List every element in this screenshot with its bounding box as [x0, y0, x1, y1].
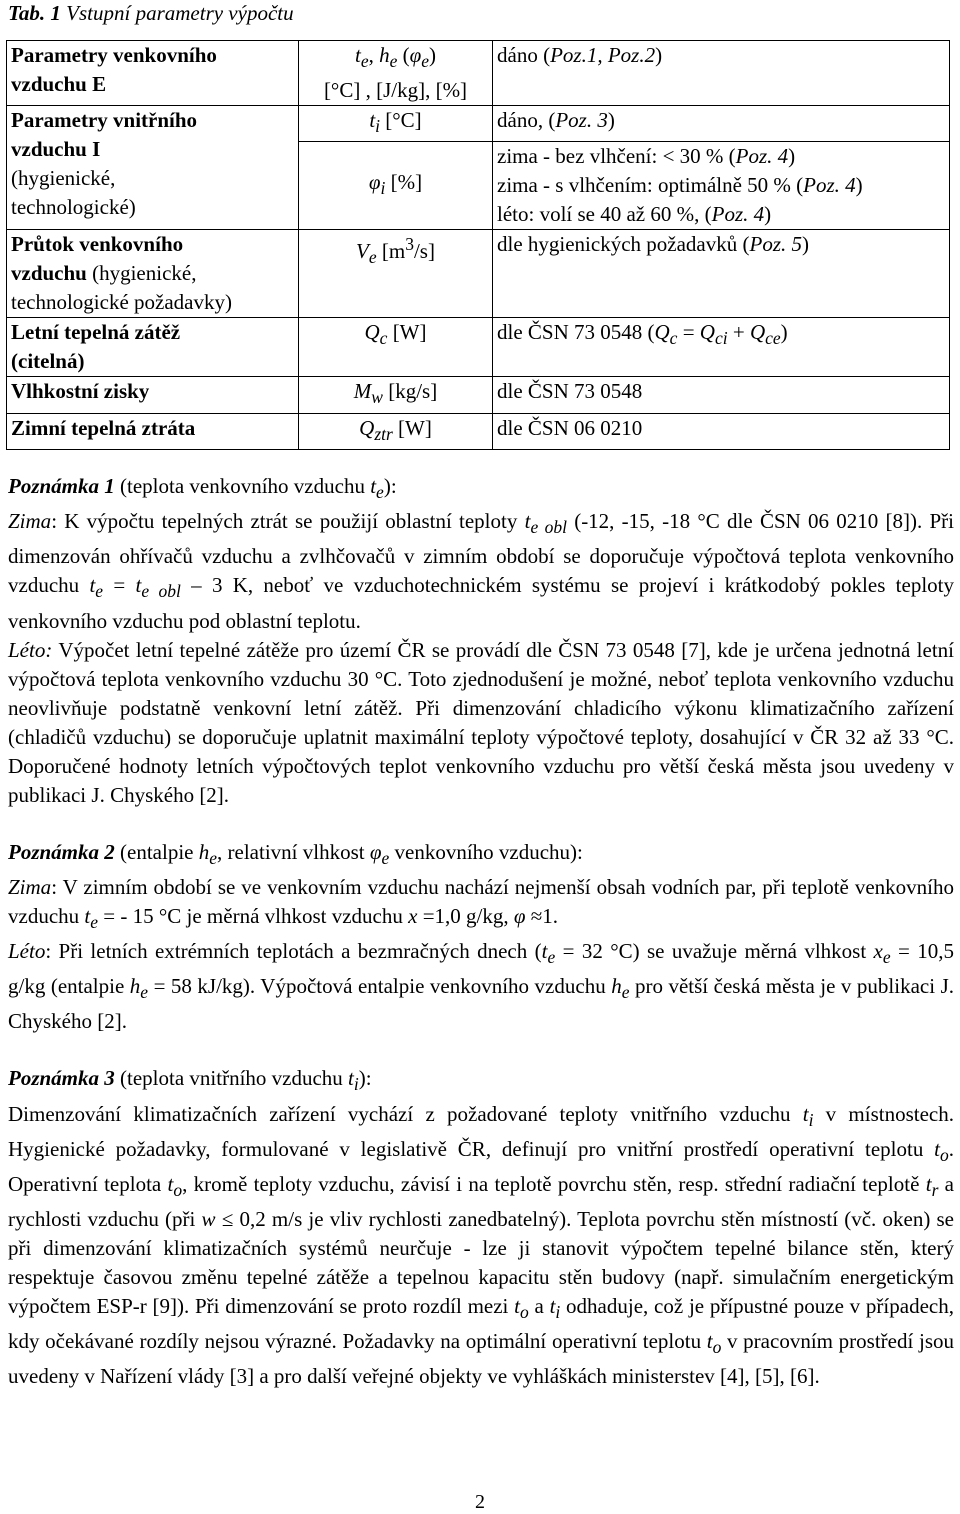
value-cell: dáno, (Poz. 3)	[493, 106, 950, 142]
note-heading: Poznámka 1 (teplota venkovního vzduchu $t_e$):	[8, 474, 397, 503]
param-cell: Zimní tepelná ztráta	[7, 413, 299, 449]
value-cell: dle ČSN 06 0210	[493, 413, 950, 449]
note-paragraph: Léto: Výpočet letní tepelné zátěže pro území ČR se provádí dle ČSN 73 0548 [7], kde je určena jednotná letní výpočtová teplota venkovního vzduchu 30 °C. Toto zjednodušení je možné, neboť teplota venkovního vzduchu neovlivňuje podstatně venkovní letní zátěž. Při dimenzování chladicího výkonu klimatizačního zařízení (chladičů vzduchu) se doporučuje uplatnit maximální teploty výpočtové teploty, dosahující v ČR 32 až 33 °C. Doporučené hodnoty letních výpočtových teplot venkovního vzduchu pro větší česká města jsou uvedeny v publikaci J. Chyského [2].	[8, 637, 954, 807]
notes-section	[8, 472, 954, 1391]
param-cell: Průtok venkovního vzduchu (hygienické, technologické požadavky)	[7, 230, 299, 318]
table-caption	[8, 0, 294, 26]
table-row	[7, 377, 950, 413]
symbol-cell: $Q_{ztr}$ [W]	[299, 413, 493, 449]
table-caption-label: Tab. 1	[8, 1, 61, 25]
symbol-cell: $M_w$ [kg/s]	[299, 377, 493, 413]
page-number: 2	[475, 1491, 485, 1513]
value-cell: dle hygienických požadavků (Poz. 5)	[493, 230, 950, 318]
value-cell: dle ČSN 73 0548	[493, 377, 950, 413]
table-row	[7, 106, 950, 142]
note-paragraph: Zima: V zimním období se ve venkovním vzduchu nachází nejmenší obsah vodních par, při teplotě venkovního vzduchu $t_e$ = - 15 °C je měrná vlhkost vzduchu x =1,0 g/kg, φ ≈1.	[8, 874, 954, 932]
table-caption-title: Vstupní parametry výpočtu	[60, 1, 294, 25]
note-paragraph: Dimenzování klimatizačních zařízení vychází z požadované teploty vnitřního vzduchu $t_i$ v místnostech. Hygienické požadavky, formulované v legislativě ČR, definují pro vnitřní prostředí operativní teplotu $t_o$. Operativní teplota $t_o$, kromě teploty vzduchu, závisí i na teplotě povrchu stěn, resp. střední radiační teplotě $t_r$ a rychlosti vzduchu (při w ≤ 0,2 m/s je vliv rychlosti zanedbatelný). Teplota povrchu stěn místností (vč. oken) se při dimenzování klimatizačních systémů neurčuje - lze ji stanovit výpočtem tepelné bilance stěn, který respektuje časovou změnu tepelné zátěže a tepelnou kapacitu stěn budovy (např. simulačním energetickým výpočtem ESP-r [9]). Při dimenzování se proto rozdíl mezi $t_o$ a $t_i$ odhaduje, což je přípustné pouze v případech, kdy očekávané rozdíly nejsou výrazné. Požadavky na optimální operativní teplotu $t_o$ v pracovním prostředí jsou uvedeny v Nařízení vlády [3] a pro další veřejné objekty ve vyhláškách ministerstev [4], [5], [6].	[8, 1101, 955, 1389]
symbol-cell: $t_e$, $h_e$ $(\varphi_e)$ [°C] , [J/kg], [%]	[299, 41, 493, 106]
symbol-cell: $t_i$ [°C]	[299, 106, 493, 142]
symbol-cell: $Q_c$ [W]	[299, 318, 493, 377]
param-cell: Parametry venkovního vzduchu E	[7, 41, 299, 106]
table-row	[7, 41, 950, 106]
note-paragraph: Léto: Při letních extrémních teplotách a bezmračných dnech ($t_e = 32$ °C) se uvažuje měrná vlhkost $x_e = 10,5$ g/kg (entalpie $h_e = 58$ kJ/kg). Výpočtová entalpie venkovního vzduchu $h_e$ pro větší česká města je v publikaci J. Chyského [2].	[8, 938, 954, 1034]
value-cell: dáno (Poz.1, Poz.2)	[493, 41, 950, 106]
parameters-table	[6, 40, 950, 450]
value-cell: dle ČSN 73 0548 $(Q_c = Q_{ci} + Q_{ce})$	[493, 318, 950, 377]
symbol-cell: $V_e$ $[m^3/s]$	[299, 230, 493, 318]
param-cell: Parametry vnitřního vzduchu I (hygienické, technologické)	[7, 106, 299, 230]
note-paragraph: Zima: K výpočtu tepelných ztrát se použijí oblastní teploty $t_{e obl}$ (-12, -15, -18 °C dle ČSN 06 0210 [8]). Při dimenzován ohřívačů vzduchu a zvlhčovačů v zimním období se doporučuje výpočtová teplota venkovního vzduchu $t_e = t_{e obl} - 3$ K, neboť ve vzduchotechnickém systému se projeví i krátkodobý pokles teploty venkovního vzduchu pod oblastní teplotu.	[8, 509, 954, 633]
value-cell: zima - bez vlhčení: < 30 % (Poz. 4) zima - s vlhčením: optimálně 50 % (Poz. 4) léto: volí se 40 až 60 %, (Poz. 4)	[493, 142, 950, 230]
note-heading: Poznámka 3 (teplota vnitřního vzduchu $t_i$):	[8, 1066, 372, 1095]
param-cell: Letní tepelná zátěž (citelná)	[7, 318, 299, 377]
note-heading: Poznámka 2 (entalpie $h_e$, relativní vlhkost $\varphi_e$ venkovního vzduchu):	[8, 839, 583, 868]
table-row	[7, 230, 950, 318]
param-cell: Vlhkostní zisky	[7, 377, 299, 413]
table-row	[7, 413, 950, 449]
table-row	[7, 318, 950, 377]
symbol-cell: $\varphi_i$ [%]	[299, 142, 493, 230]
